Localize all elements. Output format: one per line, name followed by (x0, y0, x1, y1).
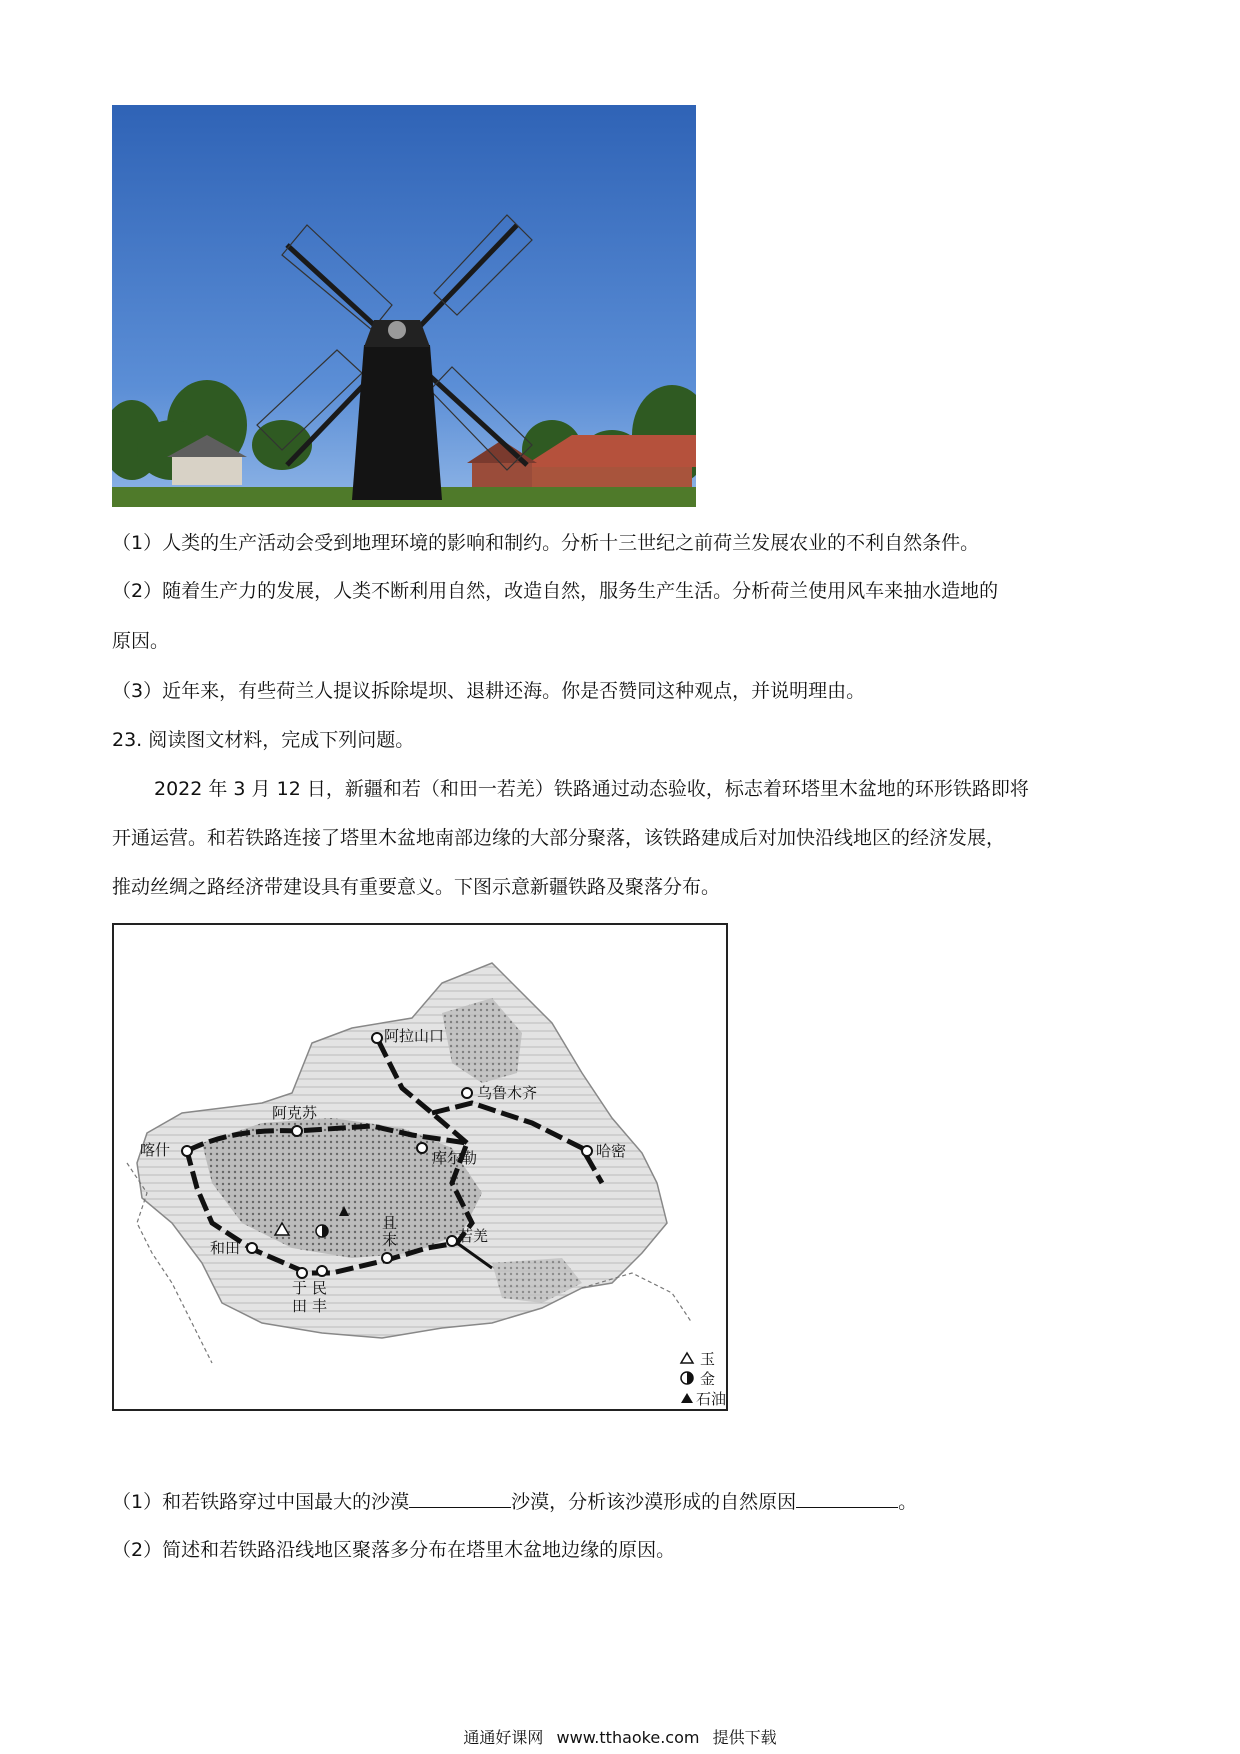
city-label-alashankou: 阿拉山口 (384, 1027, 445, 1045)
city-label-kashgar: 喀什 (140, 1141, 171, 1159)
footer-note: 提供下载 (712, 1728, 777, 1747)
question-23-1-end: 。 (898, 1491, 918, 1513)
gold-icon (316, 1225, 328, 1237)
city-label-urumqi: 乌鲁木齐 (477, 1084, 538, 1102)
answer-blank-natural-cause[interactable] (796, 1489, 898, 1508)
city-label-hotan: 和田 (210, 1239, 241, 1257)
question-22-2: （2）随着生产力的发展，人类不断利用自然，改造自然，服务生产生活。分析荷兰使用风车来抽水造地的 (112, 580, 999, 602)
question-23-1-part2: 沙漠，分析该沙漠形成的自然原因 (511, 1491, 797, 1513)
city-label-minfeng-1: 民 (312, 1279, 328, 1297)
city-label-aksu: 阿克苏 (272, 1104, 318, 1122)
city-label-minfeng-2: 丰 (312, 1297, 328, 1315)
legend-gold: 金 (700, 1370, 716, 1388)
city-label-qiemo-2: 末 (382, 1231, 398, 1249)
page-footer (0, 1728, 1240, 1748)
question-22-3: （3）近年来，有些荷兰人提议拆除堤坝、退耕还海。你是否赞同这种观点，并说明理由。 (112, 680, 866, 702)
city-label-qiemo-1: 且 (382, 1214, 398, 1232)
material-paragraph-line-2: 开通运营。和若铁路连接了塔里木盆地南部边缘的大部分聚落，该铁路建成后对加快沿线地区的经济发展， (112, 827, 1006, 849)
xinjiang-railway-map (112, 923, 728, 1411)
question-23-1 (112, 1489, 1132, 1514)
question-23-title: 23. 阅读图文材料，完成下列问题。 (112, 729, 415, 751)
footer-site-name: 通通好课网 (463, 1728, 544, 1747)
city-label-hami: 哈密 (596, 1142, 627, 1160)
legend-jade: 玉 (700, 1350, 716, 1368)
city-label-yutian-1: 于 (292, 1279, 308, 1297)
city-label-korla: 库尔勒 (432, 1149, 478, 1167)
legend-oil: 石油 (696, 1390, 727, 1408)
footer-url-link[interactable]: www.tthaoke.com (556, 1728, 700, 1747)
windmill-photo (112, 105, 696, 507)
material-paragraph-line-1: 2022 年 3 月 12 日，新疆和若（和田一若羌）铁路通过动态验收，标志着环塔里木盆地的环形铁路即将 (154, 778, 1029, 800)
city-label-ruoqiang: 若羌 (458, 1227, 489, 1245)
material-paragraph-line-3: 推动丝绸之路经济带建设具有重要意义。下图示意新疆铁路及聚落分布。 (112, 876, 721, 898)
question-23-2: （2）简述和若铁路沿线地区聚落多分布在塔里木盆地边缘的原因。 (112, 1539, 676, 1561)
question-23-1-part1: （1）和若铁路穿过中国最大的沙漠 (112, 1491, 410, 1513)
city-label-yutian-2: 田 (292, 1297, 308, 1315)
question-22-1: （1）人类的生产活动会受到地理环境的影响和制约。分析十三世纪之前荷兰发展农业的不利自然条件。 (112, 532, 980, 554)
question-22-2-continued: 原因。 (112, 630, 170, 652)
answer-blank-desert-name[interactable] (409, 1489, 511, 1508)
